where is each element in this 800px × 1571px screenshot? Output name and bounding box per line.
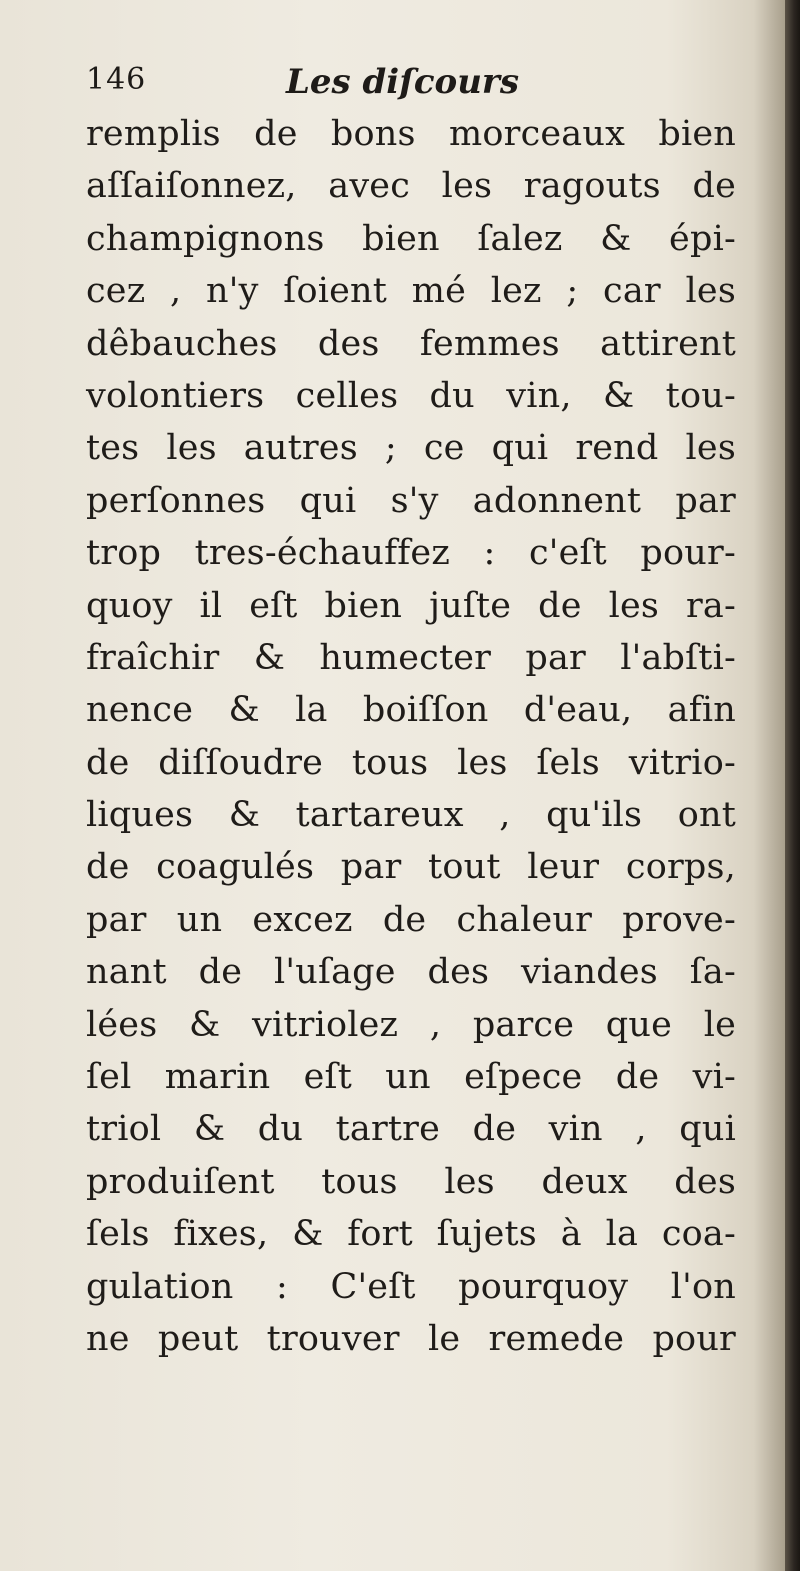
text-line: perſonnes qui s'y adonnent par [86, 480, 736, 521]
binding-shadow [785, 0, 800, 1571]
text-line: champignons bien ſalez & épi- [86, 218, 736, 259]
text-line: gulation : C'eſt pourquoy l'on [86, 1266, 736, 1307]
text-line: nant de l'uſage des viandes ſa- [86, 952, 736, 993]
text-line: triol & du tartre de vin , qui [86, 1109, 736, 1150]
page-number: 146 [86, 62, 147, 97]
text-line: ſel marin eſt un eſpece de vi- [86, 1057, 736, 1098]
text-line: ne peut trouver le remede pour [86, 1318, 736, 1359]
text-line: produiſent tous les deux des [86, 1161, 736, 1202]
text-line: fraîchir & humecter par l'abſti- [86, 637, 736, 678]
text-line: de coagulés par tout leur corps, [86, 847, 736, 888]
text-line: trop tres-échauffez : c'eſt pour- [86, 533, 736, 574]
page-header [86, 62, 736, 108]
running-title: Les diſcours [286, 62, 519, 102]
text-body [86, 108, 736, 1365]
text-line: nence & la boiſſon d'eau, afin [86, 690, 736, 731]
text-line: cez , n'y ſoient mé lez ; car les [86, 271, 736, 312]
text-line: dêbauches des femmes attirent [86, 323, 736, 364]
text-line: ſels fixes, & fort ſujets à la coa- [86, 1214, 736, 1255]
text-line: volontiers celles du vin, & tou- [86, 375, 736, 416]
text-line: quoy il eſt bien juſte de les ra- [86, 585, 736, 626]
text-line: de diſſoudre tous les ſels vitrio- [86, 742, 736, 783]
text-line: tes les autres ; ce qui rend les [86, 428, 736, 469]
text-line: lées & vitriolez , parce que le [86, 1004, 736, 1045]
text-line: remplis de bons morceaux bien [86, 114, 736, 154]
text-line: par un excez de chaleur prove- [86, 899, 736, 940]
text-line: liques & tartareux , qu'ils ont [86, 795, 736, 836]
text-line: aſſaiſonnez, avec les ragouts de [86, 166, 736, 207]
